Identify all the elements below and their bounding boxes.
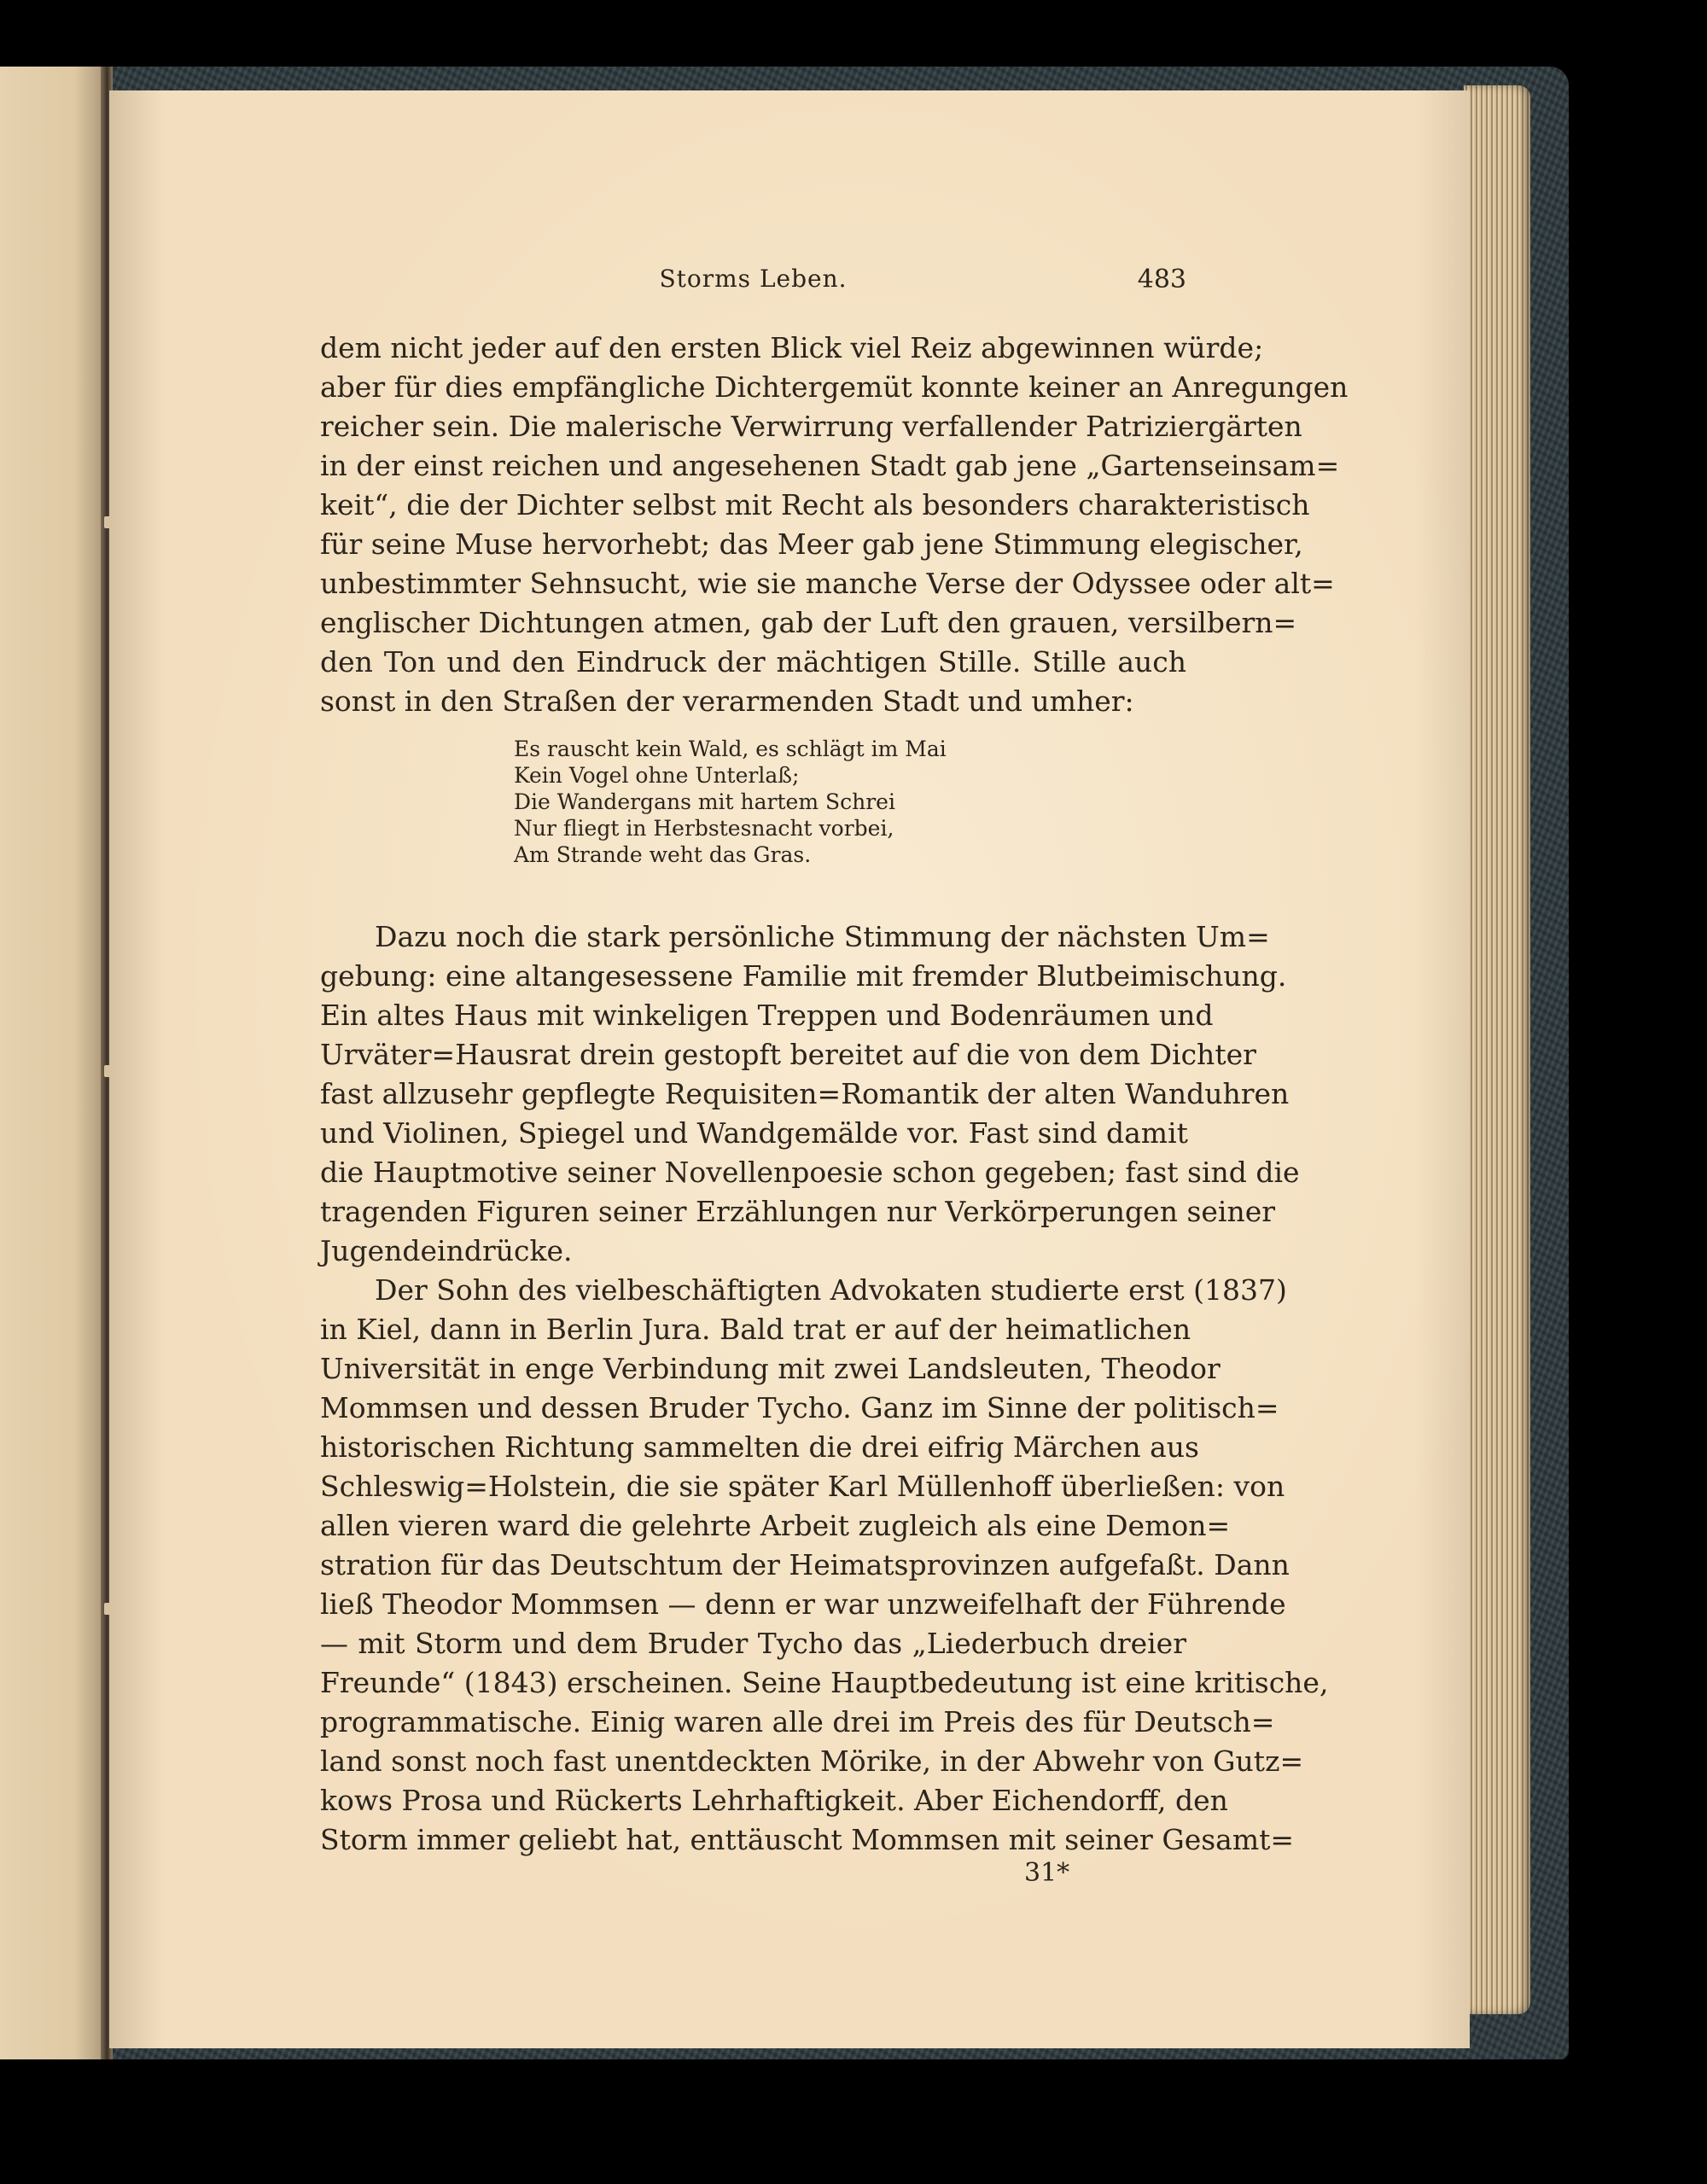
margin-tab-icon <box>104 516 111 528</box>
text-line: Schleswig=Holstein, die sie später Karl Müllenhoff überließen: von <box>320 1470 1285 1503</box>
text-line: Universität in enge Verbindung mit zwei Landsleuten, Theodor <box>320 1352 1221 1385</box>
text-line: fast allzusehr gepflegte Requisiten=Romantik der alten Wanduhren <box>320 1077 1290 1110</box>
text-line: Freunde“ (1843) erscheinen. Seine Hauptbedeutung ist eine kritische, <box>320 1666 1329 1699</box>
text-line: gebung: eine altangesessene Familie mit fremder Blutbeimischung. <box>320 959 1287 993</box>
page-number: 483 <box>1137 265 1186 294</box>
poem-line: Die Wandergans mit hartem Schrei <box>514 789 895 814</box>
text-line: ließ Theodor Mommsen — denn er war unzweifelhaft der Führende <box>320 1587 1286 1621</box>
running-head-title: Storms Leben. <box>659 265 848 293</box>
text-line: historischen Richtung sammelten die drei eifrig Märchen aus <box>320 1430 1199 1464</box>
text-line: für seine Muse hervorhebt; das Meer gab jene Stimmung elegischer, <box>320 527 1303 561</box>
paragraph-1 <box>320 329 1349 721</box>
text-line: in der einst reichen und angesehenen Stadt gab jene „Gartenseinsam= <box>320 449 1340 482</box>
text-line: kows Prosa und Rückerts Lehrhaftigkeit. Aber Eichendorff, den <box>320 1784 1228 1817</box>
paragraph-3 <box>320 1271 1329 1860</box>
poem-line: Kein Vogel ohne Unterlaß; <box>514 763 800 788</box>
text-line: programmatische. Einig waren alle drei im Preis des für Deutsch= <box>320 1705 1275 1738</box>
page-edges <box>1464 85 1530 2014</box>
paragraph-2 <box>320 917 1300 1271</box>
text-line: Urväter=Hausrat drein gestopft bereitet auf die von dem Dichter <box>320 1038 1256 1071</box>
poem-line: Am Strande weht das Gras. <box>514 842 812 867</box>
text-line: sonst in den Straßen der verarmenden Stadt und umher: <box>320 684 1134 718</box>
text-line: keit“, die der Dichter selbst mit Recht als besonders charakteristisch <box>320 488 1310 521</box>
text-line: Mommsen und dessen Bruder Tycho. Ganz im Sinne der politisch= <box>320 1391 1279 1424</box>
poem-line: Nur fliegt in Herbstesnacht vorbei, <box>514 816 894 841</box>
text-line: unbestimmter Sehnsucht, wie sie manche Verse der Odyssee oder alt= <box>320 567 1335 600</box>
running-head <box>320 265 1186 302</box>
text-line: Der Sohn des vielbeschäftigten Advokaten studierte erst (1837) <box>375 1273 1287 1307</box>
margin-tab-icon <box>104 1065 111 1077</box>
text-line: in Kiel, dann in Berlin Jura. Bald trat er auf der heimatlichen <box>320 1313 1191 1346</box>
text-line: land sonst noch fast unentdeckten Mörike, in der Abwehr von Gutz= <box>320 1744 1304 1778</box>
text-line: dem nicht jeder auf den ersten Blick viel Reiz abgewinnen würde; <box>320 331 1264 364</box>
text-line: den Ton und den Eindruck der mächtigen Stille. Stille auch <box>320 645 1186 678</box>
text-line: tragenden Figuren seiner Erzählungen nur Verkörperungen seiner <box>320 1195 1276 1228</box>
text-line: Ein altes Haus mit winkeligen Treppen und Bodenräumen und <box>320 999 1214 1032</box>
poem-line: Es rauscht kein Wald, es schlägt im Mai <box>514 737 947 761</box>
poem <box>514 736 947 868</box>
text-line: Dazu noch die stark persönliche Stimmung der nächsten Um= <box>375 920 1270 953</box>
signature-mark: 31* <box>1024 1858 1070 1888</box>
text-line: reicher sein. Die malerische Verwirrung verfallender Patriziergärten <box>320 410 1302 443</box>
text-line: Storm immer geliebt hat, enttäuscht Mommsen mit seiner Gesamt= <box>320 1823 1295 1856</box>
text-line: — mit Storm und dem Bruder Tycho das „Liederbuch dreier <box>320 1627 1186 1660</box>
text-line: die Hauptmotive seiner Novellenpoesie schon gegeben; fast sind die <box>320 1156 1300 1189</box>
text-line: Jugendeindrücke. <box>320 1234 573 1267</box>
text-line: allen vieren ward die gelehrte Arbeit zugleich als eine Demon= <box>320 1509 1231 1542</box>
text-line: aber für dies empfängliche Dichtergemüt konnte keiner an Anregungen <box>320 370 1349 404</box>
text-line: und Violinen, Spiegel und Wandgemälde vor. Fast sind damit <box>320 1116 1188 1150</box>
text-line: stration für das Deutschtum der Heimatsprovinzen aufgefaßt. Dann <box>320 1548 1290 1581</box>
left-page-edge <box>0 67 107 2059</box>
text-line: englischer Dichtungen atmen, gab der Luft den grauen, versilbern= <box>320 606 1297 639</box>
margin-tab-icon <box>104 1603 111 1615</box>
